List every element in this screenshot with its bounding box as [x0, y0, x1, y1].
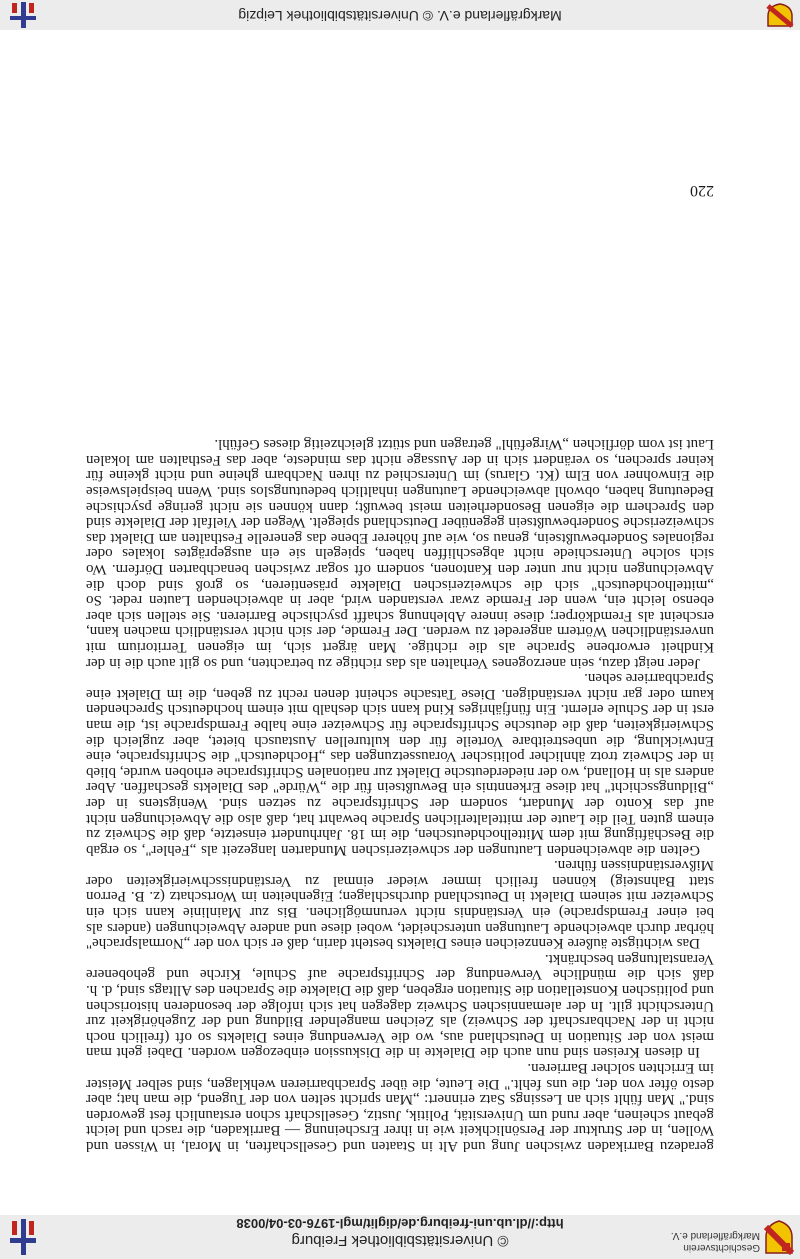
- library-header-banner: [0, 1215, 800, 1259]
- library-logo-icon: [8, 0, 38, 30]
- library-logo-icon: [8, 1217, 38, 1257]
- footer-copyright: [0, 8, 800, 24]
- society-name: Geschichtsverein Markgräflerland e.V.: [670, 1230, 760, 1253]
- paragraph: Das wichtigste äußere Kennzeichen eines Dialekts besteht darin, daß er sich von der „Normalsprache" hörbar durch abweichende Lautungen unterscheidet, wobei diese und andere Abweichungen (anders als bei einer Fremdsprache) ein Verständnis nicht verunmöglichen. Bis zur Mainlinie kann sich ein Schweizer mit seinem Dialekt in Deutschland durchschlagen; Eigenheiten im Wortschatz (z. B. Perron statt Bahnsteig) können freilich immer wieder einmal zu Verständnisschwierigkeiten oder Mißverständnissen führen.: [86, 857, 714, 952]
- paragraph: In diesen Kreisen sind nun auch die Dialekte in die Diskussion einbezogen worden. Dabei geht man meist von der Situation in Deutschland aus, wo die Verwendung eines Dialekts so oft (freilich noch nicht in der Nachbarschaft der Schweiz) als Zeichen mangelnder Bildung und der Zugehörigkeit zur Unterschicht gilt. In der alemannischen Schweiz dagegen hat sich infolge der besonderen historischen und politischen Konstellation die Situation ergeben, daß die Dialekte die Sprachen des Alltags sind, d. h. daß sich die mündliche Verwendung der Schriftsprache auf Schule, Kirche und gehobenere Veranstaltungen beschränkt.: [86, 950, 714, 1061]
- page-number: 220: [690, 182, 714, 199]
- copyright-notice: © Universitätsbibliothek Freiburg: [291, 1232, 509, 1249]
- footer-society: Markgräflerland e.V.: [436, 8, 562, 24]
- paragraph: geradezu Barrikaden zwischen Jung und Alt in Staaten und Gesellschaften, in Moral, in Wissen und Wollen, in der Struktur der Persönlichkeit wie in ihrer Erscheinung — Barrikaden, die rasch und leicht gebaut scheinen, aber rund um Universität, Politik, Justiz, Gesellschaft schon erstaunlich fest geworden sind." Man fühlt sich an Lessings Satz erinnert: „Man spricht selten von der Tugend, die man hat; aber desto öfter von der, die uns fehlt." Die Leute, die über Sprachbarrieren wehklagen, sind selber Meister im Errichten solcher Barrieren.: [86, 1060, 714, 1154]
- permalink-url[interactable]: http://dl.ub.uni-freiburg.de/diglit/mgl-1976-03-04/0038: [236, 1216, 564, 1231]
- footer-copyright-text: © Universitätsbibliothek Leipzig: [238, 8, 434, 24]
- library-footer-banner: [0, 0, 800, 30]
- page-body-text: [86, 436, 714, 1153]
- paragraph: Jeder neigt dazu, sein anerzogenes Verhalten als das richtige zu betrachten, und so gilt auch die in der Kindheit erworbene Sprache als die richtige. Man ärgert sich, im eigenen Territorium mit unverständlichen Wörtern angeredet zu werden. Der Fremde, der sich nicht verständlich machen kann, erscheint als Fremdkörper; diese innere Ablehnung schafft psychische Barrieren. Sie stellen sich aber ebenso leicht ein, wenn der Fremde zwar verstanden wird, aber in abweichenden Lauten redet. So „mittelhochdeutsch" sich die schweizerischen Dialekte präsentieren, so groß sind doch die Abweichungen nicht nur unter den Kantonen, sondern oft sogar zwischen benachbarten Dörfern. Wo sich solche Unterschiede nicht abgeschliffen haben, spiegeln sie ein ausgeprägtes lokales oder regionales Sonderbewußtsein, genau so, wie auf höherer Ebene das generelle Festhalten am Dialekt das schweizerische Sonderbewußtsein gegenüber Deutschland spiegelt. Wegen der Vielfalt der Dialekte sind den Sprechern die eigenen Besonderheiten meist bewußt; dann können sie nicht geringe psychische Bedeutung haben, obwohl abweichende Lautungen inhaltlich bedeutungslos sind. Wenn beispielsweise die Einwohner von Elm (Kt. Glarus) im Unterschied zu ihren Nachbarn gheine und nicht gkeine für keiner sprechen, so verändert sich in der Aussage nicht das mindeste, aber das Festhalten am lokalen Laut ist vom dörflichen „Wirgefühl" getragen und stützt gleichzeitig dieses Gefühl.: [86, 436, 714, 671]
- paragraph: Gelten die abweichenden Lautungen der schweizerischen Mundarten langezeit als „Fehler", so ergab die Beschäftigung mit dem Mittelhochdeutschen, die im 18. Jahrhundert einsetzte, daß die Schweiz zu einem guten Teil die Laute der mittelalterlichen Sprache bewahrt hat, daß also die Abweichungen nicht auf das Konto der Mundart, sondern der Schriftsprache zu setzen sind. Wenigstens in der „Bildungsschicht" hat diese Erkenntnis ein Bewußtsein für die „Würde" des Dialekts geschaffen. Aber anders als in Holland, wo der niederdeutsche Dialekt zur nationalen Schriftsprache erhoben wurde, blieb in der Schweiz trotz ähnlicher politischer Voraussetzungen das „Hochdeutsch" die Schriftsprache, eine Entwicklung, die unbestreitbare Vorteile für den kulturellen Austausch bietet, aber zugleich die Schwierigkeiten, daß die deutsche Schriftsprache für Schweizer eine halbe Fremdsprache ist, die man erst in der Schule erlernt. Ein fünfjähriges Kind kann sich deshalb mit einem hochdeutsch Sprechenden kaum oder gar nicht verständigen. Diese Tatsache scheint denen recht zu geben, die im Dialekt eine Sprachbarriere sehen.: [86, 670, 714, 858]
